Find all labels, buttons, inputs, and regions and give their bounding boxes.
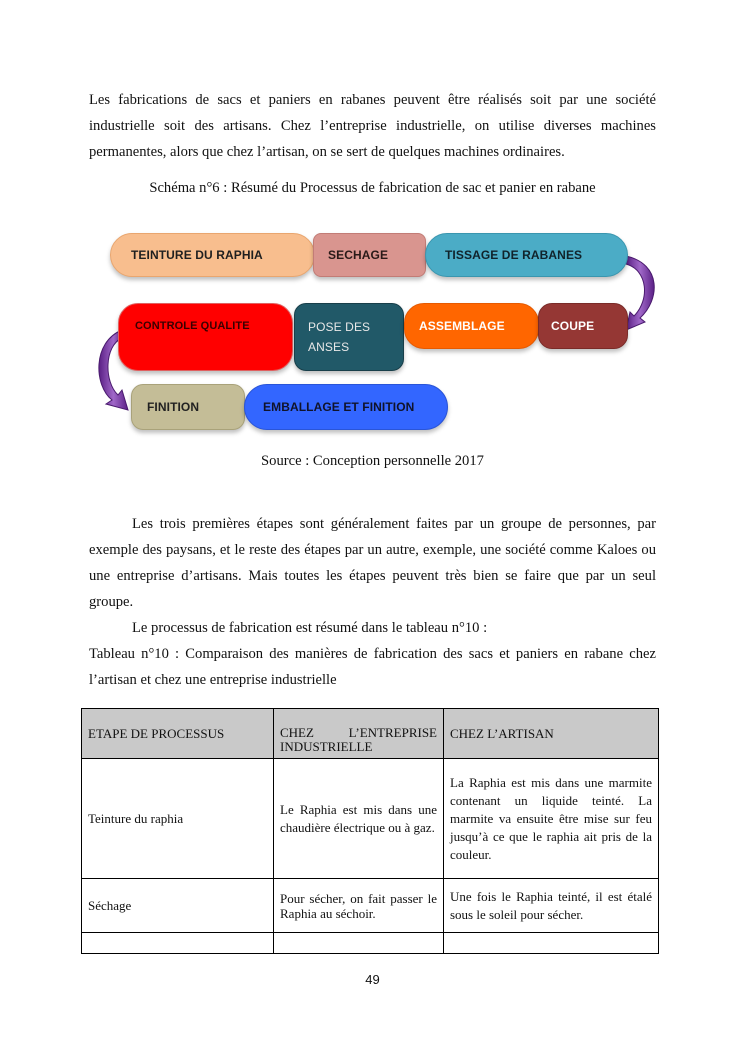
step-label: TISSAGE DE RABANES	[445, 248, 583, 262]
cell-industrial: Pour sécher, on fait passer le Raphia au séchoir.	[274, 879, 444, 933]
step-assemblage	[404, 303, 539, 349]
step-sechage	[313, 233, 426, 277]
cell-artisan: Une fois le Raphia teinté, il est étalé sous le soleil pour sécher.	[444, 879, 659, 933]
step-label: TEINTURE DU RAPHIA	[131, 248, 263, 262]
diagram-caption: Schéma n°6 : Résumé du Processus de fabrication de sac et panier en rabane	[149, 180, 596, 196]
step-pose-des-anses	[294, 303, 404, 371]
paragraph-table-intro: Le processus de fabrication est résumé dans le tableau n°10 :	[132, 620, 488, 636]
step-label: EMBALLAGE ET FINITION	[263, 400, 415, 414]
cell-industrial: Le Raphia est mis dans une chaudière électrique ou à gaz.	[274, 759, 444, 879]
step-emballage-et-finition	[244, 384, 448, 430]
table-caption: Tableau n°10 : Comparaison des manières de fabrication des sacs et paniers en rabane chez l’artisan et chez une entreprise industrielle	[89, 646, 656, 688]
cell-step: Teinture du raphia	[82, 759, 274, 879]
step-label: COUPE	[551, 319, 595, 333]
cell-step: Séchage	[82, 879, 274, 933]
header-entreprise: CHEZ L’ENTREPRISE INDUSTRIELLE	[274, 709, 444, 759]
step-label: FINITION	[147, 400, 200, 414]
paragraph-steps: Les trois premières étapes sont généralement faites par un groupe de personnes, par exemple des paysans, et le reste des étapes par un autre, exemple, une société comme Kaloes ou une entreprise d’artisans. Mais toutes les étapes peuvent très bien se faire que par un seul groupe.	[89, 516, 656, 610]
curved-arrow-right-icon	[626, 256, 654, 330]
page-number: 49	[365, 972, 380, 987]
cell-step	[82, 933, 274, 954]
header-etape: ETAPE DE PROCESSUS	[82, 709, 274, 759]
step-coupe	[538, 303, 628, 349]
diagram-source: Source : Conception personnelle 2017	[261, 453, 484, 469]
step-label: CONTROLE QUALITE	[135, 320, 250, 332]
step-teinture-du-raphia	[110, 233, 315, 277]
table-header-row	[82, 709, 659, 759]
step-label: POSE DES ANSES	[308, 320, 371, 354]
step-tissage-de-rabanes	[425, 233, 628, 277]
intro-paragraph: Les fabrications de sacs et paniers en rabanes peuvent être réalisés soit par une société industrielle soit des artisans. Chez l’entreprise industrielle, on utilise diverses machines permanentes, alors que chez l’artisan, on se sert de quelques machines ordinaires.	[89, 92, 656, 160]
header-artisan: CHEZ L’ARTISAN	[444, 709, 659, 759]
table-row	[82, 933, 659, 954]
step-label: SECHAGE	[328, 248, 389, 262]
cell-industrial	[274, 933, 444, 954]
step-controle-qualite	[118, 303, 293, 371]
comparison-table	[81, 708, 659, 954]
cell-artisan	[444, 933, 659, 954]
step-label: ASSEMBLAGE	[419, 319, 505, 333]
step-finition	[131, 384, 245, 430]
table-row	[82, 879, 659, 933]
table-row	[82, 759, 659, 879]
cell-artisan: La Raphia est mis dans une marmite contenant un liquide teinté. La marmite va ensuite être mise sur feu jusqu’à ce que le raphia ait pris de la couleur.	[444, 759, 659, 879]
